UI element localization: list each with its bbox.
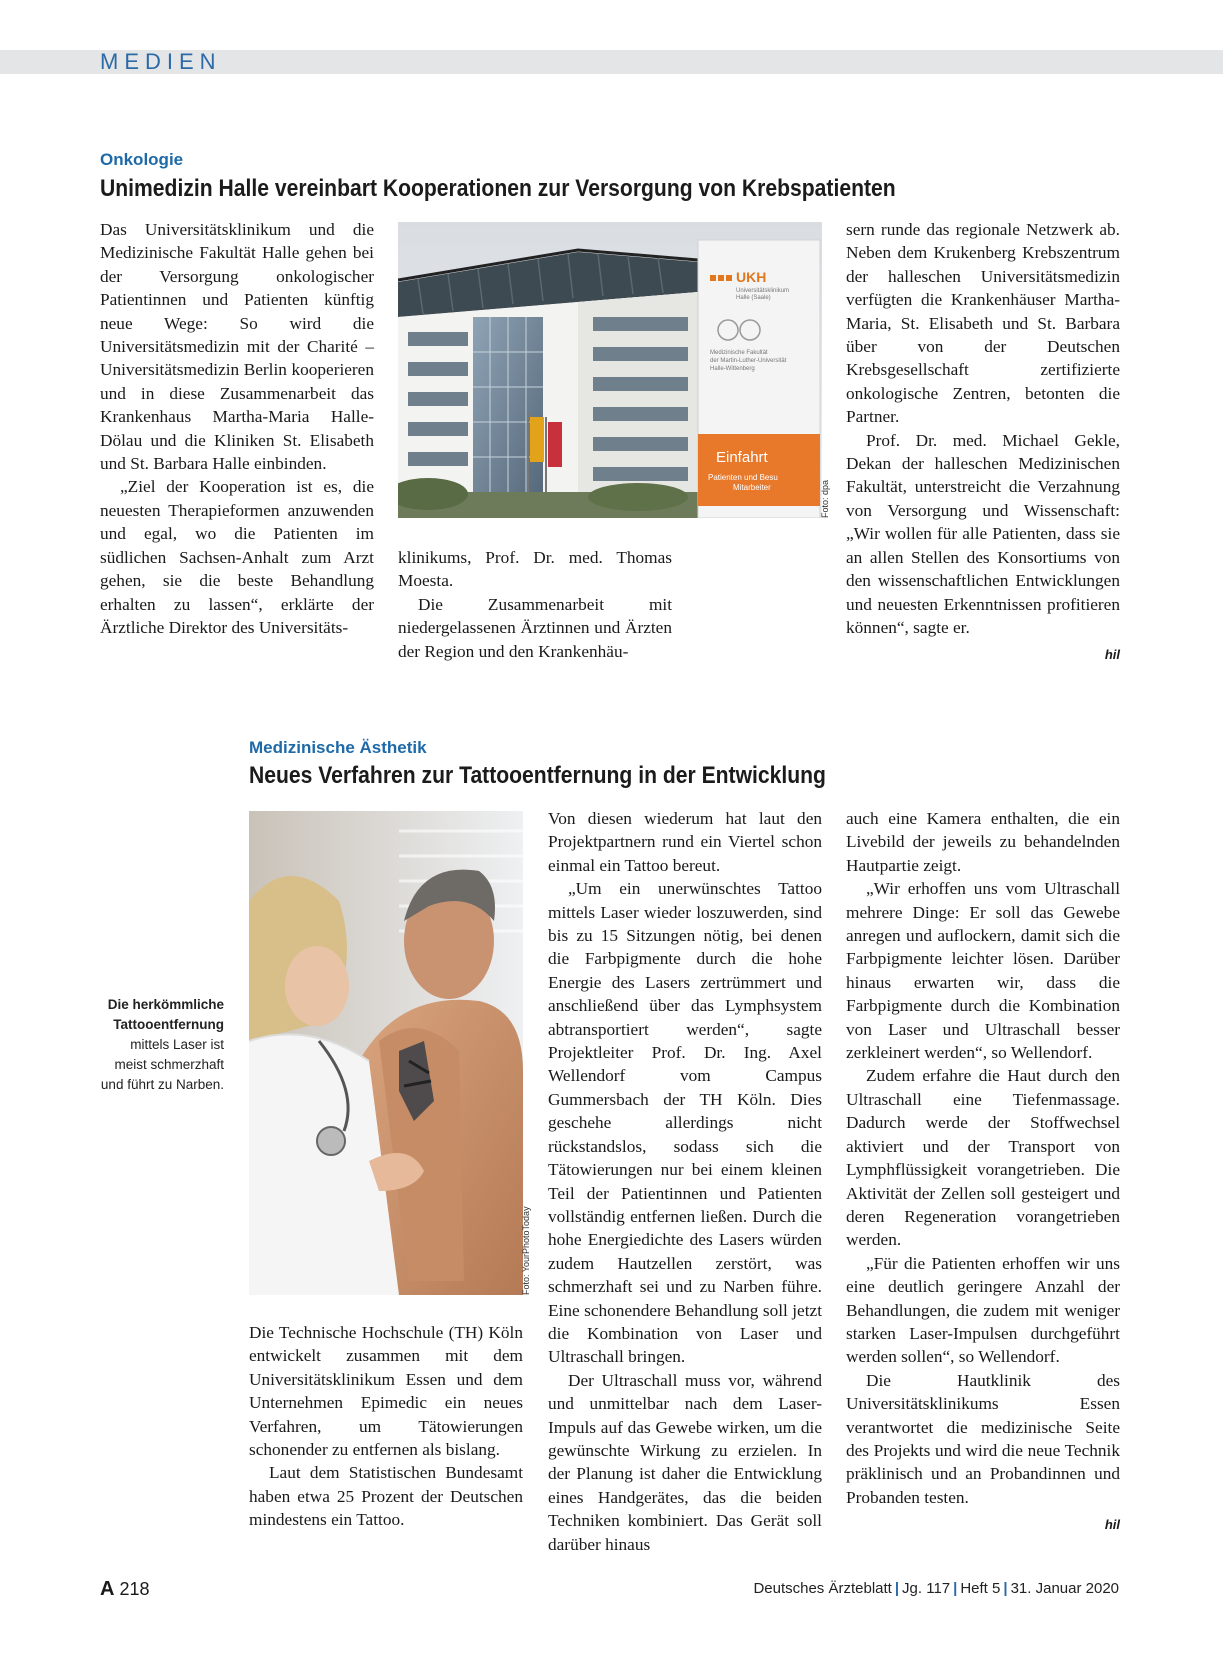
- sign-text: Universitätsklinikum: [736, 288, 790, 294]
- article1-column-1: [100, 218, 374, 639]
- paragraph: Zudem erfahre die Haut durch den Ultraschall eine Tiefenmassage. Dadurch werde der Stoffwechsel aktiviert und der Transport von Lymphflüssigkeit vorangetrieben. Die Aktivität der Zellen soll gesteigert und deren Regeneration vorangetrieben werden.: [846, 1066, 1120, 1250]
- journal-volume: Jg. 117: [902, 1580, 951, 1597]
- caption-bold: Tattooentfernung: [113, 1017, 224, 1032]
- sign-text: der Martin-Luther-Universität: [710, 358, 787, 364]
- photo-credit: Foto: dpa: [820, 479, 830, 518]
- tattoo-photo: [249, 811, 523, 1295]
- article1-column-2: [398, 546, 672, 663]
- paragraph: „Ziel der Kooperation ist es, die neuesten Therapieformen anzuwenden und egal, wo die Patienten im südlichen Sachsen-Anhalt zum Arzt gehen, sie die beste Behandlung erhalten zu lassen“, erklärte der Ärztliche Direktor des Universitäts-: [100, 477, 374, 637]
- sign-text: Medizinische Fakultät: [710, 350, 768, 356]
- journal-info: Deutsches Ärzteblatt | Jg. 117 | Heft 5 | 31. Januar 2020: [753, 1580, 1119, 1597]
- paragraph: auch eine Kamera enthalten, die ein Livebild der jeweils zu behandelnden Hautpartie zeigt.: [846, 809, 1120, 875]
- section-label: MEDIEN: [100, 49, 222, 74]
- article2-column-2: [548, 807, 822, 1556]
- paragraph: Von diesen wiederum hat laut den Projektpartnern rund ein Viertel schon einmal ein Tattoo bereut.: [548, 809, 822, 875]
- article2-kicker: Medizinische Ästhetik: [249, 738, 427, 757]
- author-signature: hil: [1104, 1517, 1120, 1533]
- caption-text: mittels Laser ist: [130, 1037, 224, 1052]
- article2-headline: Neues Verfahren zur Tattooentfernung in der Entwicklung: [249, 762, 826, 789]
- article2-column-1: [249, 1321, 523, 1532]
- sign-text: Einfahrt: [716, 449, 768, 466]
- author-signature: hil: [1104, 647, 1120, 663]
- article1-headline: Unimedizin Halle vereinbart Kooperationen zur Versorgung von Krebspatienten: [100, 175, 896, 202]
- paragraph: „Um ein unerwünschtes Tattoo mittels Laser wieder loszuwerden, sind bis zu 15 Sitzungen nötig, bei denen die Farbpigmente durch die hohe Energie des Lasers zertrümmert und anschließend über das Lymphsystem abtransportiert werden“, sagte Projektleiter Prof. Dr. Ing. Axel Wellendorf vom Campus Gummersbach der TH Köln. Dies geschehe allerdings nicht rückstandslos, sodass sich die Tätowierungen nur bei einem kleinen Teil der Patientinnen und Patienten vollständig entfernen ließen. Durch die hohe Energiedichte des Lasers würden zudem Hautzellen zerstört, was schmerzhaft sei und zu Narben führe. Eine schonendere Behandlung soll jetzt die Kombination von Laser und Ultraschall bringen.: [548, 879, 822, 1367]
- paragraph: „Für die Patienten erhoffen wir uns eine deutlich geringere Anzahl der Behandlungen, die zudem mit weniger starken Laser-Impulsen durchgeführt werden sollen“, so Wellendorf.: [846, 1253, 1120, 1367]
- paragraph: Die Technische Hochschule (TH) Köln entwickelt zusammen mit dem Universitätsklinikum Essen und dem Unternehmen Epimedic ein neues Verfahren, um Tätowierungen schonender zu entfernen als bislang.: [249, 1323, 523, 1460]
- caption-text: und führt zu Narben.: [100, 1077, 224, 1092]
- paragraph: Laut dem Statistischen Bundesamt haben etwa 25 Prozent der Deutschen mindestens ein Tattoo.: [249, 1463, 523, 1530]
- hospital-building-illustration: [398, 222, 822, 518]
- photo-credit: Foto: YourPhotoToday: [521, 1206, 531, 1295]
- paragraph: Prof. Dr. med. Michael Gekle, Dekan der halleschen Medizinischen Fakultät, unterstreicht die Verzahnung von Versorgung und Wissenschaft: „Wir wollen für alle Patienten, dass sie an allen Stellen des Konsortiums von den wissenschaftlichen Entwicklungen und neuesten Erkenntnissen profitieren können“, sagte er.: [846, 430, 1120, 637]
- article2-column-3: [846, 807, 1120, 1537]
- journal-name: Deutsches Ärzteblatt: [753, 1580, 892, 1597]
- page-number-value: 218: [119, 1579, 150, 1599]
- paragraph: Die Zusammenarbeit mit niedergelassenen Ärztinnen und Ärzten der Region und den Krankenhäu-: [398, 594, 672, 661]
- sign-text: Halle (Saale): [736, 295, 771, 301]
- paragraph: Die Hautklinik des Universitätsklinikums Essen verantwortet die medizinische Seite des Projekts und wird die neue Technik präklinisch und an Probandinnen und Probanden testen.: [846, 1370, 1120, 1507]
- page-number: [100, 1578, 150, 1601]
- paragraph: sern runde das regionale Netzwerk ab. Neben dem Krukenberg Krebszentrum der halleschen Universitätsmedizin verfügten die Krankenhäuser Martha-Maria, St. Elisabeth und St. Barbara über von der Deutschen Krebsgesellschaft zertifizierte onkologische Zentren, betonten die Partner.: [846, 220, 1120, 427]
- ukh-logo: UKH: [736, 269, 767, 285]
- sign-text: Patienten und Besu: [708, 473, 778, 482]
- photo-caption: [60, 995, 224, 1095]
- journal-date: 31. Januar 2020: [1010, 1580, 1119, 1597]
- caption-text: meist schmerzhaft: [114, 1057, 224, 1072]
- paragraph: klinikums, Prof. Dr. med. Thomas Moesta.: [398, 548, 672, 591]
- sign-text: Mitarbeiter: [733, 483, 771, 492]
- paragraph: Das Universitätsklinikum und die Medizinische Fakultät Halle gehen bei der Versorgung onkologischer Patientinnen und Patienten künftig neue Wege: So wird die Universitätsmedizin mit der Charité – Universitätsmedizin Berlin kooperieren und in diese Zusammenarbeit das Krankenhaus Martha-Maria Halle-Dölau und die Kliniken St. Elisabeth und St. Barbara Halle einbinden.: [100, 220, 374, 474]
- caption-bold: Die herkömmliche: [107, 997, 224, 1012]
- page-prefix: A: [100, 1578, 115, 1600]
- journal-issue: Heft 5: [960, 1580, 1001, 1597]
- hospital-photo: [398, 222, 822, 518]
- paragraph: Der Ultraschall muss vor, während und unmittelbar nach dem Laser-Impuls auf das Gewebe wirken, um die gewünschte Wirkung zu erzielen. In der Planung ist daher die Entwicklung eines Handgerätes, das die beiden Techniken kombiniert. Das Gerät soll darüber hinaus: [548, 1370, 822, 1554]
- article1-column-3: [846, 218, 1120, 667]
- sign-text: Halle-Wittenberg: [710, 366, 755, 372]
- paragraph: „Wir erhoffen uns vom Ultraschall mehrere Dinge: Er soll das Gewebe anregen und auflockern, damit sich die Farbpigmente leichter lösen. Darüber hinaus erwarten wir, dass die Farbpigmente durch die Kombination von Laser und Ultraschall besser zerkleinert werden“, so Wellendorf.: [846, 879, 1120, 1063]
- article1-kicker: Onkologie: [100, 150, 184, 169]
- doctor-patient-illustration: [249, 811, 523, 1295]
